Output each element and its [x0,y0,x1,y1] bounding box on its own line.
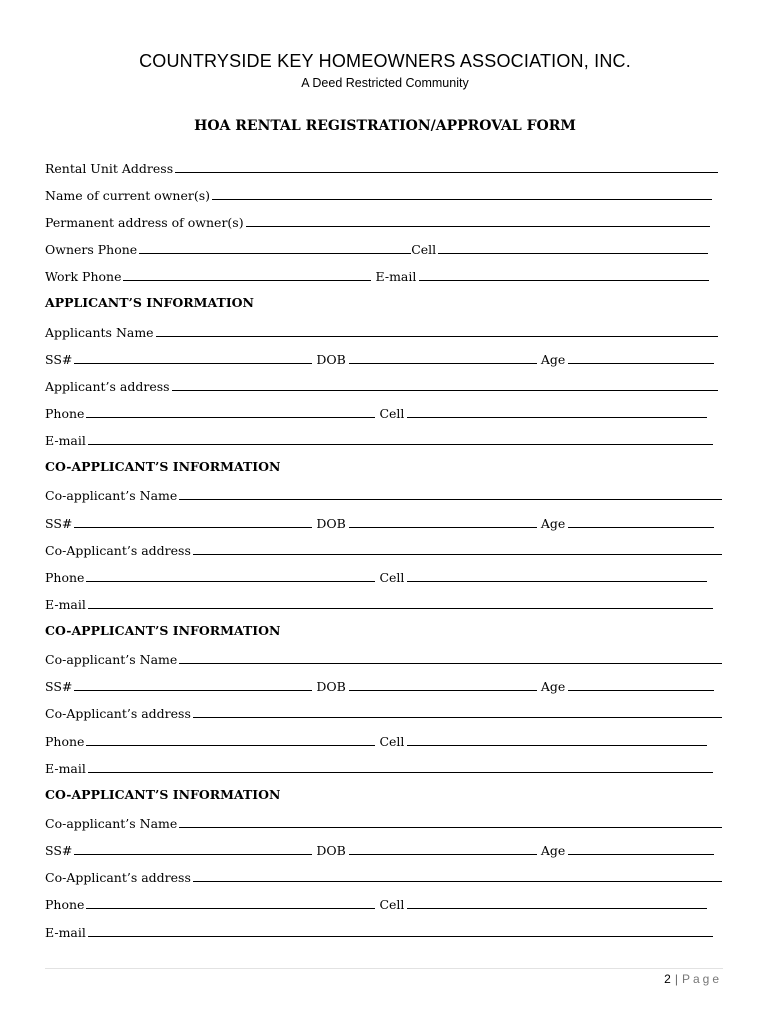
co-applicant-1-cell-field[interactable] [407,581,707,582]
co-applicant-2-age-field[interactable] [568,690,714,691]
co-applicant-2-email-row [45,756,713,776]
page-number-footer [664,972,722,986]
co-applicant-1-ss-field[interactable] [74,527,312,528]
co-applicant-1-address-field[interactable] [193,554,722,555]
co-applicant-1-email-row [45,592,713,612]
co-applicant-3-phone-field[interactable] [86,908,375,909]
co-applicant-2-phone-label: Phone [45,734,85,749]
permanent-address-row [45,210,710,230]
co-applicant-1-phone-row [45,565,707,585]
co-applicant-2-address-row [45,701,722,721]
co-applicant-1-phone-label: Phone [45,570,85,585]
applicant-name-field[interactable] [156,336,718,337]
applicant-phone-row [45,401,707,421]
applicant-section-heading: APPLICANT’S INFORMATION [45,295,254,310]
work-phone-label: Work Phone [45,269,122,284]
applicant-email-label: E-mail [45,433,86,448]
owners-cell-field[interactable] [438,253,708,254]
co-applicant-2-heading: CO-APPLICANT’S INFORMATION [45,623,281,638]
organization-name: COUNTRYSIDE KEY HOMEOWNERS ASSOCIATION, INC. [139,51,631,71]
applicant-cell-label: Cell [379,406,405,421]
owners-email-field[interactable] [419,280,709,281]
co-applicant-3-age-label: Age [540,843,566,858]
co-applicant-2-name-field[interactable] [179,663,722,664]
co-applicant-1-heading: CO-APPLICANT’S INFORMATION [45,459,281,474]
co-applicant-1-dob-label: DOB [316,516,346,531]
page-separator: | [674,972,678,986]
applicant-address-field[interactable] [172,390,718,391]
permanent-address-label: Permanent address of owner(s) [45,215,244,230]
co-applicant-1-name-label: Co-applicant’s Name [45,488,178,503]
co-applicant-3-address-field[interactable] [193,881,722,882]
permanent-address-field[interactable] [246,226,710,227]
applicant-name-row [45,320,718,340]
current-owners-label: Name of current owner(s) [45,188,211,203]
co-applicant-2-ss-field[interactable] [74,690,312,691]
current-owners-field[interactable] [212,199,712,200]
co-applicant-2-name-label: Co-applicant’s Name [45,652,178,667]
applicant-ss-field[interactable] [74,363,312,364]
co-applicant-1-dob-field[interactable] [349,527,537,528]
co-applicant-1-address-label: Co-Applicant’s address [45,543,191,558]
co-applicant-3-ss-label: SS# [45,843,73,858]
co-applicant-2-email-label: E-mail [45,761,86,776]
co-applicant-3-address-row [45,865,722,885]
applicant-phone-field[interactable] [86,417,375,418]
co-applicant-1-cell-label: Cell [379,570,405,585]
current-owners-row [45,183,712,203]
applicant-email-field[interactable] [88,444,713,445]
co-applicant-3-heading: CO-APPLICANT’S INFORMATION [45,787,281,802]
co-applicant-3-age-field[interactable] [568,854,714,855]
co-applicant-3-name-row [45,811,722,831]
applicant-dob-label: DOB [316,352,346,367]
co-applicant-3-ss-field[interactable] [74,854,312,855]
applicant-age-label: Age [540,352,566,367]
work-phone-field[interactable] [123,280,371,281]
owners-phone-field[interactable] [139,253,411,254]
co-applicant-1-name-row [45,483,722,503]
co-applicant-1-name-field[interactable] [179,499,722,500]
owners-phone-row [45,237,708,257]
co-applicant-3-name-field[interactable] [179,827,722,828]
rental-unit-address-field[interactable] [175,172,718,173]
co-applicant-1-ss-row [45,511,714,531]
co-applicant-2-age-label: Age [540,679,566,694]
co-applicant-2-ss-label: SS# [45,679,73,694]
co-applicant-2-cell-label: Cell [379,734,405,749]
co-applicant-2-ss-row [45,674,714,694]
co-applicant-2-phone-row [45,729,707,749]
applicant-name-label: Applicants Name [45,325,154,340]
community-tagline: A Deed Restricted Community [301,76,469,90]
co-applicant-1-ss-label: SS# [45,516,73,531]
co-applicant-1-email-field[interactable] [88,608,713,609]
co-applicant-3-phone-row [45,892,707,912]
co-applicant-2-address-label: Co-Applicant’s address [45,706,191,721]
co-applicant-3-email-row [45,920,713,940]
co-applicant-3-dob-field[interactable] [349,854,537,855]
form-title: HOA RENTAL REGISTRATION/APPROVAL FORM [194,118,576,134]
rental-unit-address-label: Rental Unit Address [45,161,174,176]
co-applicant-2-address-field[interactable] [193,717,722,718]
co-applicant-3-address-label: Co-Applicant’s address [45,870,191,885]
owners-cell-label: Cell [411,242,437,257]
co-applicant-1-age-field[interactable] [568,527,714,528]
co-applicant-1-address-row [45,538,722,558]
applicant-address-row [45,374,718,394]
rental-unit-address-row [45,156,718,176]
footer-divider [45,968,723,969]
co-applicant-2-dob-field[interactable] [349,690,537,691]
applicant-email-row [45,428,713,448]
applicant-age-field[interactable] [568,363,714,364]
applicant-dob-field[interactable] [349,363,537,364]
applicant-cell-field[interactable] [407,417,707,418]
work-phone-row [45,264,709,284]
applicant-phone-label: Phone [45,406,85,421]
co-applicant-3-name-label: Co-applicant’s Name [45,816,178,831]
co-applicant-1-phone-field[interactable] [86,581,375,582]
co-applicant-3-email-label: E-mail [45,925,86,940]
co-applicant-2-cell-field[interactable] [407,745,707,746]
co-applicant-2-dob-label: DOB [316,679,346,694]
co-applicant-3-ss-row [45,838,714,858]
page-number: 2 [664,972,671,986]
applicant-ss-row [45,347,714,367]
co-applicant-2-email-field[interactable] [88,772,713,773]
co-applicant-3-phone-label: Phone [45,897,85,912]
co-applicant-3-email-field[interactable] [88,936,713,937]
applicant-ss-label: SS# [45,352,73,367]
co-applicant-3-cell-label: Cell [379,897,405,912]
page-word: Page [681,972,722,986]
co-applicant-2-phone-field[interactable] [86,745,375,746]
co-applicant-3-cell-field[interactable] [407,908,707,909]
owners-email-label: E-mail [375,269,417,284]
applicant-address-label: Applicant’s address [45,379,170,394]
co-applicant-3-dob-label: DOB [316,843,346,858]
co-applicant-1-email-label: E-mail [45,597,86,612]
co-applicant-2-name-row [45,647,722,667]
owners-phone-label: Owners Phone [45,242,138,257]
co-applicant-1-age-label: Age [540,516,566,531]
